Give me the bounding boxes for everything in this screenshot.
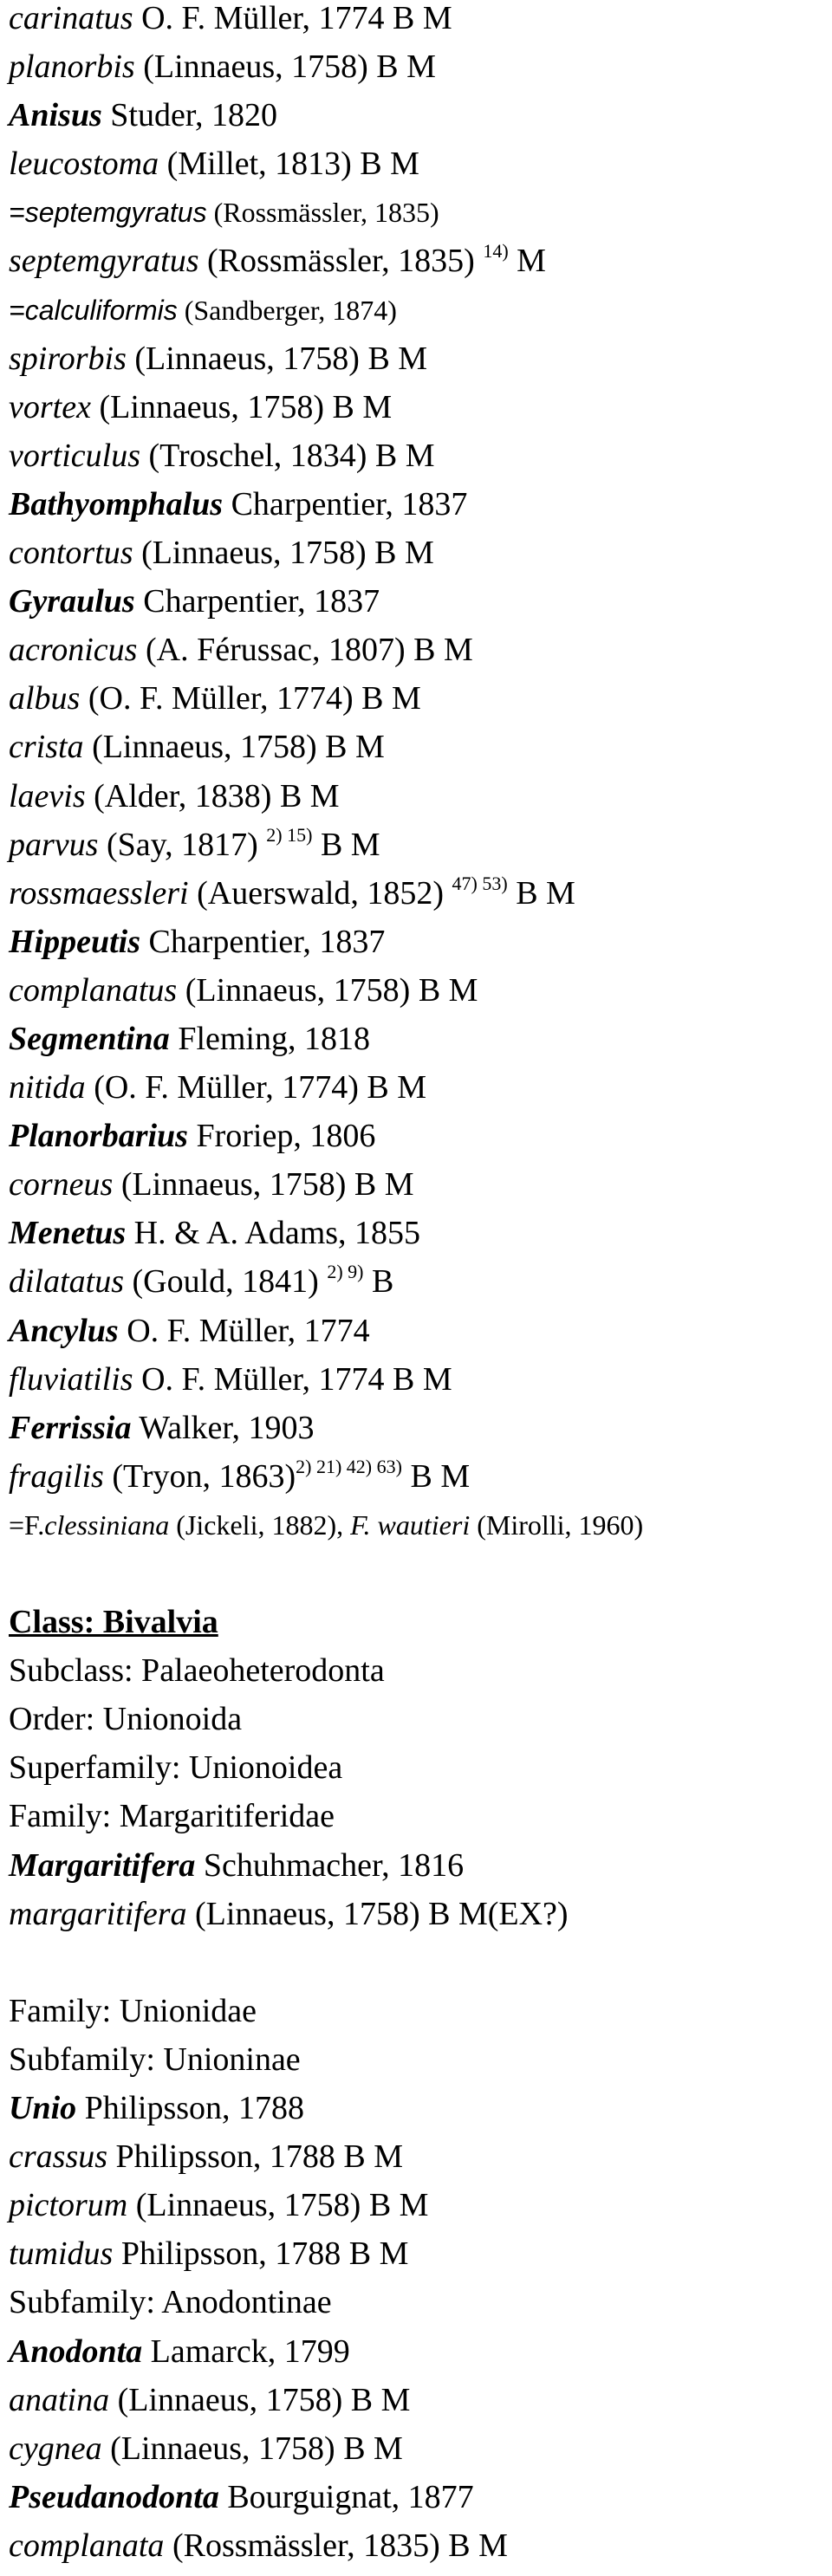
checklist-line [9, 2138, 828, 2187]
checklist-line [9, 2235, 828, 2284]
text-segment: (Tryon, 1863) [103, 1457, 296, 1495]
footnote-ref: 14) [483, 240, 509, 263]
genus-name: Unio [9, 2090, 77, 2127]
species-name: vorticulus [9, 437, 140, 474]
text-segment: Subfamily: Anodontinae [9, 2284, 332, 2321]
genus-name: Planorbarius [9, 1118, 188, 1155]
genus-name: Margaritifera [9, 1846, 196, 1884]
text-segment: (Mirolli, 1960) [470, 1509, 644, 1541]
text-segment: B [363, 1263, 394, 1301]
species-name: corneus [9, 1166, 114, 1204]
text-segment: Bourguignat, 1877 [218, 2478, 474, 2515]
checklist-line [9, 49, 828, 97]
text-segment: Superfamily: Unionoidea [9, 1749, 343, 1787]
species-name: =septemgyratus [9, 197, 207, 229]
text-segment: (O. F. Müller, 1774) B M [80, 680, 421, 717]
species-name: dilatatus [9, 1263, 125, 1301]
checklist-line [9, 1652, 828, 1701]
genus-name: Ferrissia [9, 1409, 132, 1446]
checklist-line [9, 1798, 828, 1846]
checklist-line [9, 2430, 828, 2479]
species-name: clessiniana [44, 1509, 170, 1541]
text-segment: M [508, 243, 546, 280]
checklist-line [9, 1701, 828, 1749]
checklist-line [9, 2333, 828, 2382]
genus-name: Ancylus [9, 1312, 119, 1349]
text-segment: (Rossmässler, 1835) [198, 243, 484, 280]
species-name: complanatus [9, 971, 178, 1009]
species-checklist [9, 0, 828, 2576]
checklist-line [9, 1507, 828, 1555]
text-segment: (Linnaeus, 1758) B M [134, 49, 436, 86]
species-name: fluviatilis [9, 1360, 133, 1398]
text-segment: (Troschel, 1834) B M [140, 437, 435, 474]
checklist-line [9, 583, 828, 632]
text-segment: O. F. Müller, 1774 B M [133, 1360, 452, 1398]
class-heading: Class: Bivalvia [9, 1604, 218, 1641]
checklist-line [9, 2284, 828, 2333]
checklist-line [9, 1455, 828, 1507]
checklist-line [9, 389, 828, 438]
text-segment: (Linnaeus, 1758) B M [113, 1166, 414, 1204]
text-segment: Subfamily: Unioninae [9, 2041, 301, 2078]
text-segment: Charpentier, 1837 [223, 485, 468, 522]
text-segment: B M [507, 874, 575, 912]
text-segment: Lamarck, 1799 [142, 2333, 350, 2370]
species-name: rossmaessleri [9, 874, 189, 912]
species-name: planorbis [9, 49, 135, 86]
species-name: spirorbis [9, 340, 127, 377]
text-segment: Philipsson, 1788 [76, 2090, 305, 2127]
text-segment: Fleming, 1818 [169, 1020, 370, 1057]
species-name: complanata [9, 2527, 165, 2564]
species-name: tumidus [9, 2235, 114, 2273]
text-segment: Schuhmacher, 1816 [195, 1846, 465, 1884]
text-segment: (Auerswald, 1852) [188, 874, 452, 912]
checklist-line [9, 924, 828, 972]
checklist-line [9, 729, 828, 777]
footnote-ref: 47) 53) [452, 872, 508, 894]
text-segment: B M [401, 1457, 471, 1495]
species-name: anatina [9, 2381, 110, 2418]
checklist-line [9, 1361, 828, 1410]
checklist-line [9, 1313, 828, 1361]
checklist-line [9, 1847, 828, 1896]
checklist-line [9, 240, 828, 291]
text-segment: (Millet, 1813) B M [159, 146, 419, 183]
species-name: crista [9, 729, 84, 766]
text-segment: (Linnaeus, 1758) B M [101, 2430, 403, 2467]
species-name: pictorum [9, 2187, 128, 2224]
checklist-line [9, 1993, 828, 2041]
checklist-line [9, 778, 828, 827]
text-segment: Charpentier, 1837 [134, 583, 380, 620]
checklist-line [9, 632, 828, 680]
text-segment: (Linnaeus, 1758) B M [90, 388, 393, 425]
checklist-line [9, 1069, 828, 1118]
species-name: vortex [9, 388, 91, 425]
checklist-line [9, 438, 828, 486]
checklist-line [9, 2479, 828, 2527]
checklist-line [9, 2041, 828, 2090]
checklist-line [9, 341, 828, 389]
checklist-line [9, 97, 828, 146]
text-segment: (Linnaeus, 1758) B M [83, 729, 385, 766]
text-segment: H. & A. Adams, 1855 [126, 1215, 421, 1252]
text-segment: (Linnaeus, 1758) B M [127, 2187, 429, 2224]
text-segment: Subclass: Palaeoheterodonta [9, 1652, 385, 1690]
genus-name: Anodonta [9, 2333, 143, 2370]
species-name: contortus [9, 535, 133, 572]
text-segment: (Gould, 1841) [124, 1263, 328, 1301]
species-name: parvus [9, 826, 99, 863]
checklist-line [9, 194, 828, 243]
checklist-line [9, 972, 828, 1021]
checklist-line [9, 1118, 828, 1166]
checklist-line [9, 486, 828, 535]
text-segment: (A. Férussac, 1807) B M [137, 632, 473, 669]
text-segment: (Linnaeus, 1758) B M [109, 2381, 411, 2418]
genus-name: Hippeutis [9, 923, 141, 960]
checklist-line [9, 1215, 828, 1263]
checklist-line [9, 1263, 828, 1312]
text-segment: (Rossmässler, 1835) B M [164, 2527, 508, 2564]
text-segment: (Linnaeus, 1758) B M [126, 340, 428, 377]
text-segment: (Alder, 1838) B M [85, 777, 340, 814]
text-segment: (Sandberger, 1874) [177, 294, 397, 326]
genus-name: Bathyomphalus [9, 485, 224, 522]
blank-line [9, 1555, 828, 1604]
species-name: acronicus [9, 632, 138, 669]
species-name: nitida [9, 1069, 86, 1106]
checklist-line [9, 2527, 828, 2576]
species-name: fragilis [9, 1457, 104, 1495]
text-segment: B M [312, 826, 380, 863]
blank-line [9, 1944, 828, 1993]
genus-name: Segmentina [9, 1020, 170, 1057]
text-segment: Family: Margaritiferidae [9, 1798, 335, 1835]
text-segment: (Say, 1817) [98, 826, 267, 863]
checklist-line [9, 292, 828, 341]
checklist-line [9, 2090, 828, 2138]
checklist-line [9, 1749, 828, 1798]
species-name: carinatus [9, 0, 133, 36]
footnote-ref: 2) 15) [266, 823, 313, 846]
text-segment: (Linnaeus, 1758) B M [133, 535, 434, 572]
footnote-ref: 2) 9) [327, 1261, 364, 1283]
text-segment: Charpentier, 1837 [140, 923, 386, 960]
species-name: F. wautieri [350, 1509, 471, 1541]
checklist-line [9, 535, 828, 583]
checklist-line [9, 680, 828, 729]
genus-name: Menetus [9, 1215, 127, 1252]
checklist-line [9, 823, 828, 875]
text-segment: =F. [9, 1509, 45, 1541]
text-segment: (Linnaeus, 1758) B M [177, 971, 478, 1009]
species-name: septemgyratus [9, 243, 199, 280]
text-segment: O. F. Müller, 1774 B M [133, 0, 452, 36]
text-segment: O. F. Müller, 1774 [118, 1312, 370, 1349]
checklist-line [9, 1410, 828, 1458]
checklist-line [9, 1896, 828, 1944]
species-name: albus [9, 680, 81, 717]
text-segment: Order: Unionoida [9, 1701, 243, 1738]
text-segment: Studer, 1820 [101, 97, 277, 134]
checklist-line [9, 1604, 828, 1652]
species-name: leucostoma [9, 146, 159, 183]
text-segment: Philipsson, 1788 B M [107, 2138, 404, 2176]
checklist-line [9, 872, 828, 924]
checklist-line [9, 1021, 828, 1069]
genus-name: Gyraulus [9, 583, 135, 620]
text-segment: (Rossmässler, 1835) [206, 197, 439, 229]
text-segment: (Linnaeus, 1758) B M(EX?) [186, 1895, 569, 1932]
checklist-line [9, 0, 828, 49]
text-segment: (O. F. Müller, 1774) B M [85, 1069, 427, 1106]
checklist-line [9, 1166, 828, 1215]
checklist-line [9, 146, 828, 194]
species-name: margaritifera [9, 1895, 187, 1932]
species-name: crassus [9, 2138, 108, 2176]
text-segment: Froriep, 1806 [187, 1118, 376, 1155]
species-name: laevis [9, 777, 86, 814]
genus-name: Pseudanodonta [9, 2478, 219, 2515]
checklist-line [9, 2382, 828, 2430]
species-name: cygnea [9, 2430, 102, 2467]
checklist-line [9, 2187, 828, 2235]
footnote-ref: 2) 21) 42) 63) [296, 1455, 402, 1477]
text-segment: (Jickeli, 1882), [169, 1509, 351, 1541]
text-segment: Walker, 1903 [131, 1409, 315, 1446]
genus-name: Anisus [9, 97, 102, 134]
text-segment: Family: Unionidae [9, 1992, 257, 2029]
text-segment: Philipsson, 1788 B M [113, 2235, 409, 2273]
species-name: =calculiformis [9, 294, 178, 326]
